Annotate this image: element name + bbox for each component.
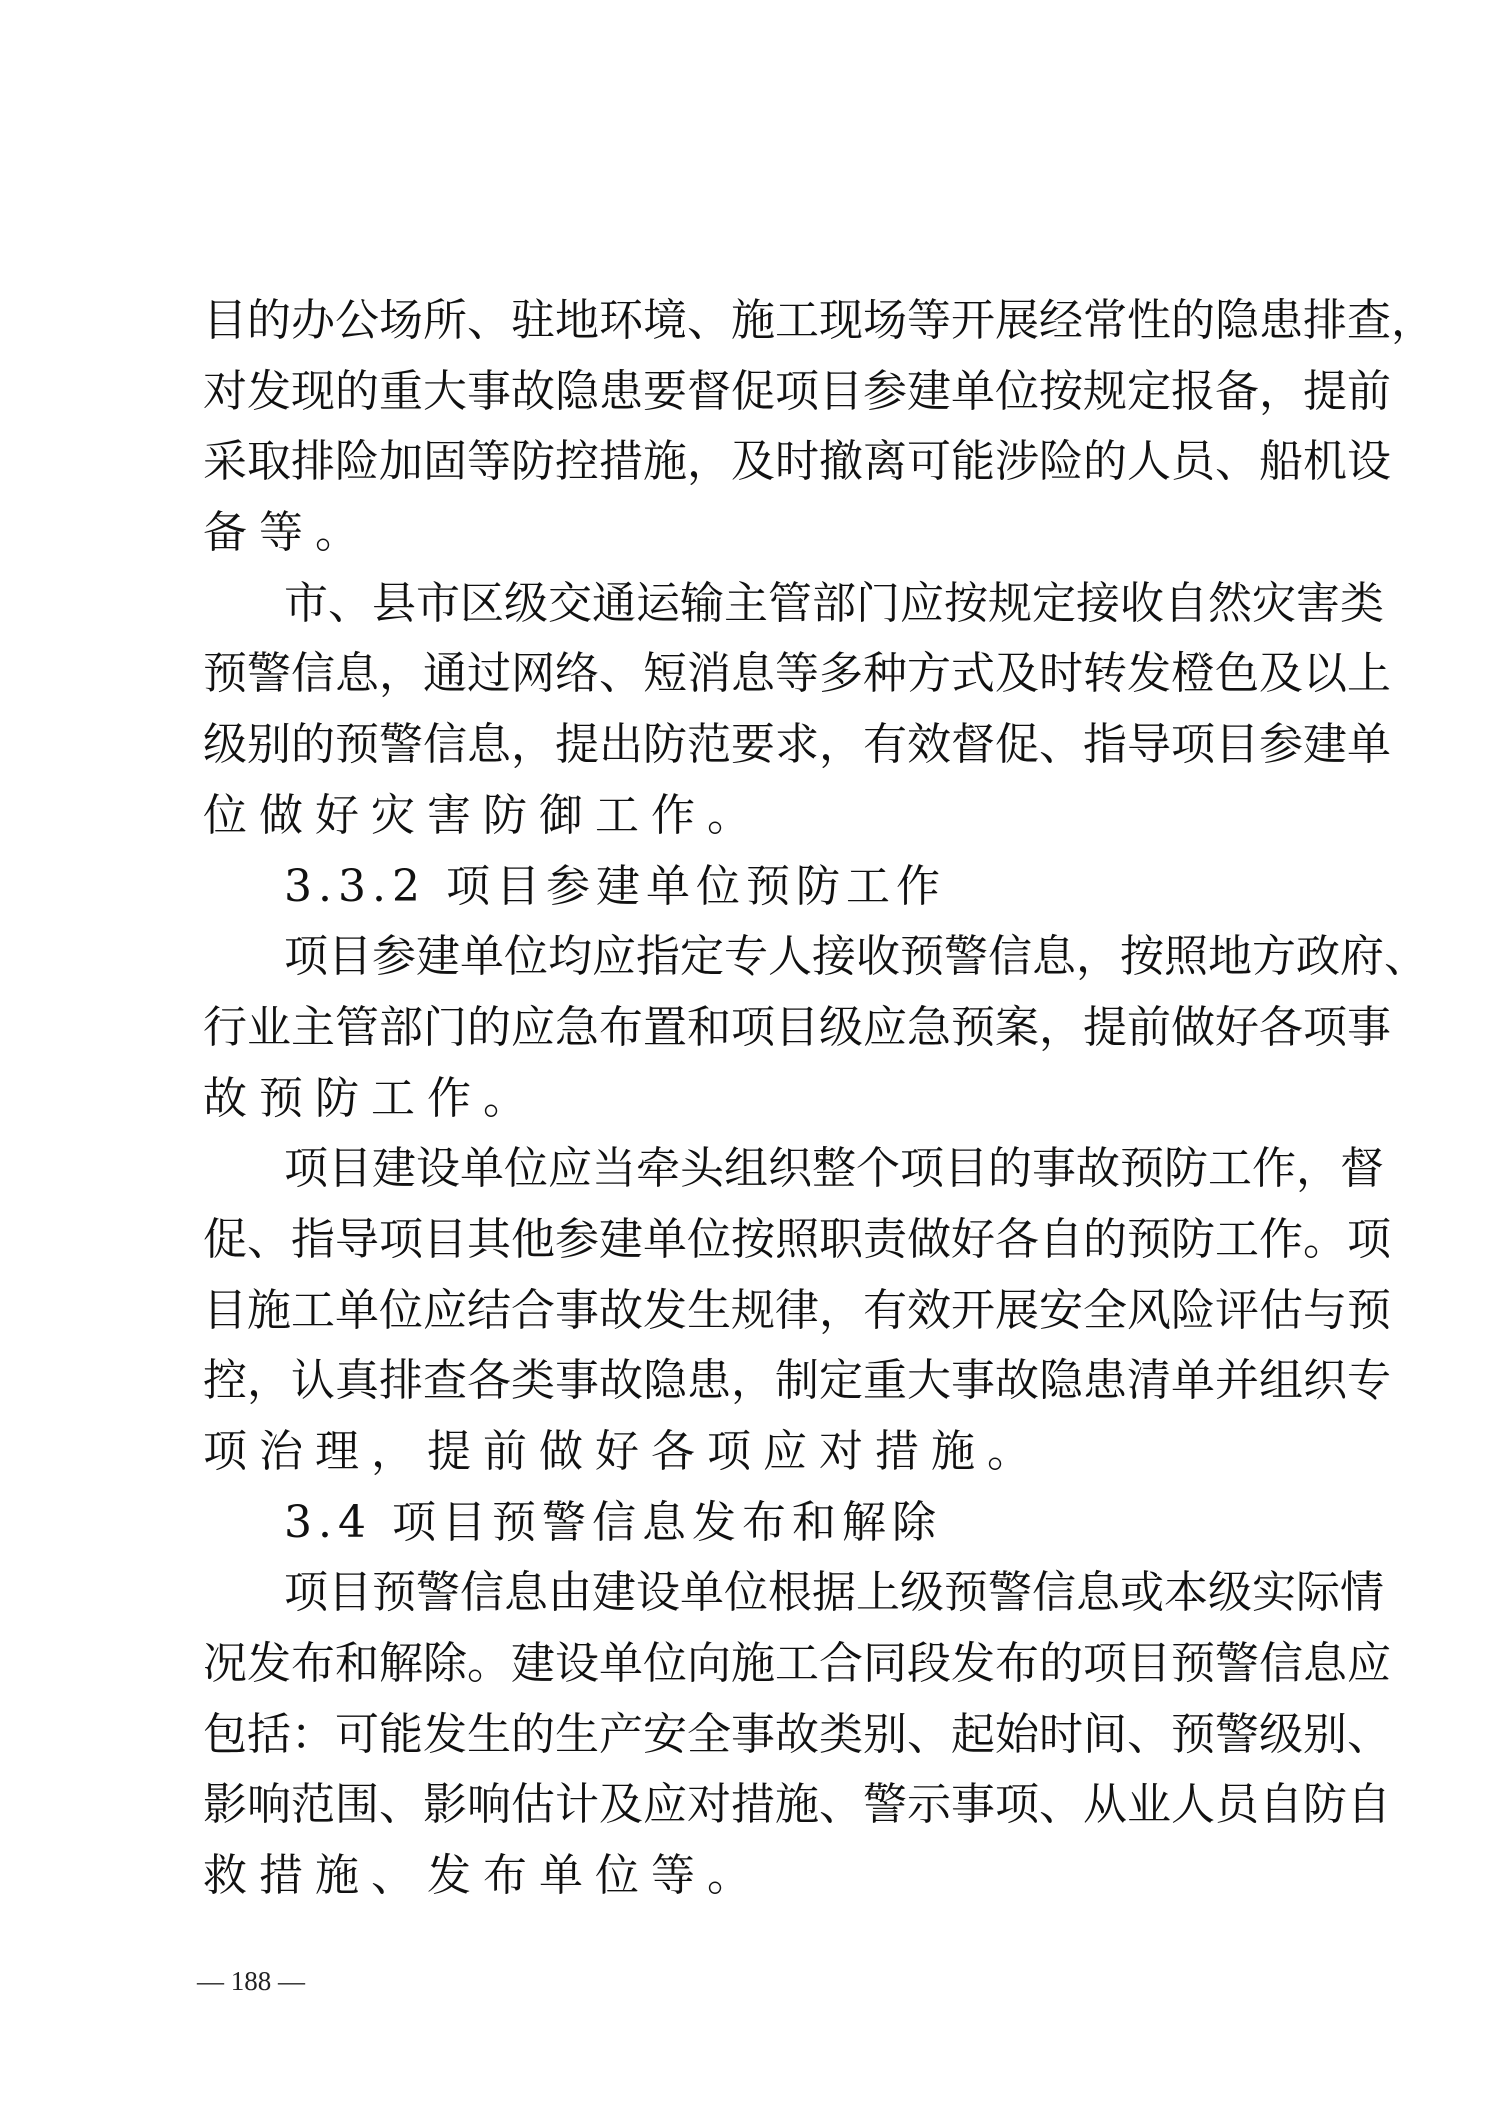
text-line: 故预防工作。	[203, 1072, 539, 1124]
text-line: 包括：可能发生的生产安全事故类别、起始时间、预警级别、	[203, 1708, 1391, 1760]
text-line: 3.3.2 项目参建单位预防工作	[284, 860, 946, 912]
text-line: 控，认真排查各类事故隐患，制定重大事故隐患清单并组织专	[203, 1355, 1391, 1407]
text-line: 促、指导项目其他参建单位按照职责做好各自的预防工作。项	[203, 1213, 1391, 1265]
text-line: 况发布和解除。建设单位向施工合同段发布的项目预警信息应	[203, 1638, 1391, 1690]
text-line: 项目参建单位均应指定专人接收预警信息，按照地方政府、	[284, 931, 1428, 983]
text-line: 市、县市区级交通运输主管部门应按规定接收自然灾害类	[284, 577, 1384, 629]
text-line: 采取排险加固等防控措施，及时撤离可能涉险的人员、船机设	[203, 436, 1391, 488]
text-line: 3.4 项目预警信息发布和解除	[284, 1496, 942, 1548]
paragraph	[203, 1134, 1391, 1487]
text-line: 项治理，提前做好各项应对措施。	[203, 1426, 1043, 1477]
paragraph	[203, 286, 1435, 569]
text-line: 目施工单位应结合事故发生规律，有效开展安全风险评估与预	[203, 1284, 1391, 1336]
paragraph	[203, 1558, 1391, 1911]
text-line: 对发现的重大事故隐患要督促项目参建单位按规定报备，提前	[203, 365, 1391, 417]
text-line: 预警信息，通过网络、短消息等多种方式及时转发橙色及以上	[203, 648, 1391, 700]
text-line: 救措施、发布单位等。	[203, 1850, 763, 1902]
section-heading	[203, 1488, 1293, 1559]
text-line: 项目预警信息由建设单位根据上级预警信息或本级实际情	[284, 1567, 1384, 1619]
text-line: 项目建设单位应当牵头组织整个项目的事故预防工作，督	[284, 1143, 1384, 1195]
page-number: — 188 —	[197, 1966, 305, 1996]
text-line: 位做好灾害防御工作。	[203, 789, 763, 841]
paragraph	[203, 569, 1391, 852]
document-body	[203, 286, 1435, 1912]
paragraph	[203, 922, 1428, 1134]
text-line: 行业主管部门的应急布置和项目级应急预案，提前做好各项事	[203, 1001, 1391, 1053]
section-heading	[203, 852, 1293, 923]
text-line: 级别的预警信息，提出防范要求，有效督促、指导项目参建单	[203, 719, 1391, 771]
text-line: 备等。	[203, 507, 371, 559]
text-line: 目的办公场所、驻地环境、施工现场等开展经常性的隐患排查，	[203, 295, 1435, 346]
text-line: 影响范围、影响估计及应对措施、警示事项、从业人员自防自	[203, 1779, 1391, 1831]
